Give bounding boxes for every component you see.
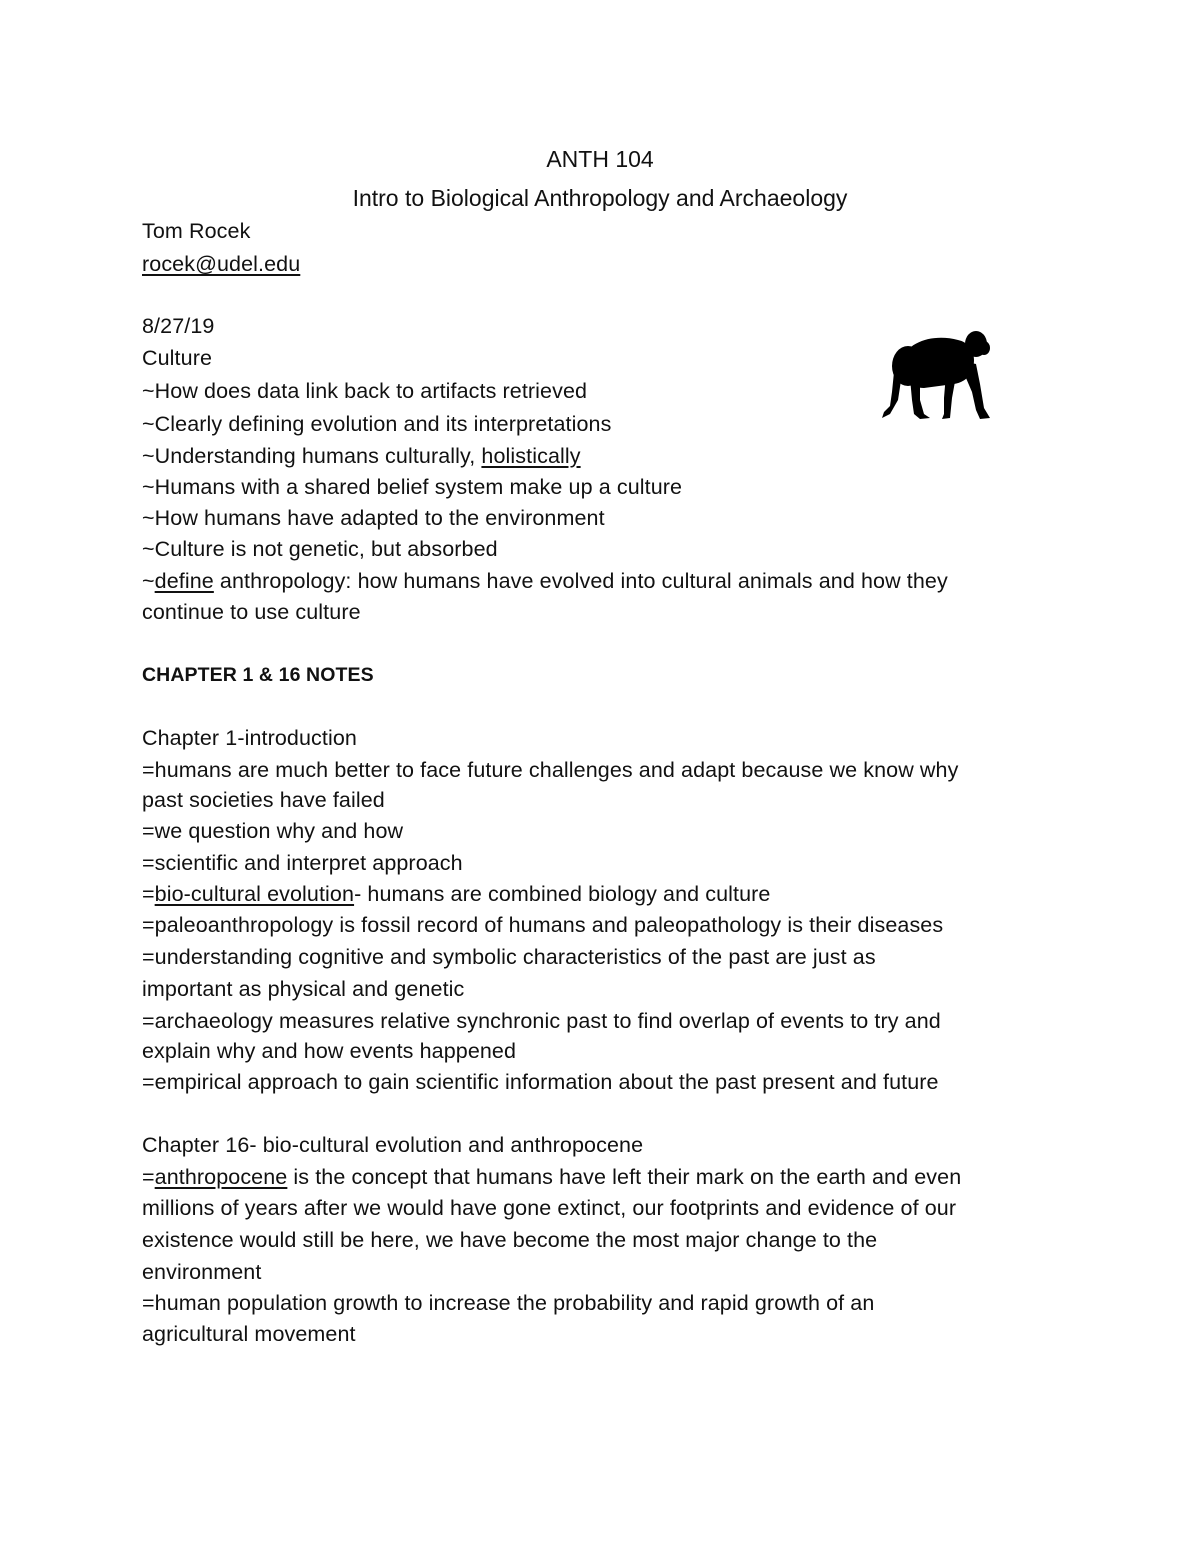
chapter-1-line: explain why and how events happened bbox=[142, 1039, 517, 1063]
underlined-term: bio-cultural evolution bbox=[154, 882, 355, 906]
instructor-name: Tom Rocek bbox=[142, 219, 251, 243]
note-line: ~Clearly defining evolution and its interpretations bbox=[142, 412, 612, 436]
chapter-1-line bbox=[142, 879, 770, 909]
note-text: - humans are combined biology and culture bbox=[354, 882, 771, 906]
note-text: = bbox=[142, 1165, 155, 1189]
chapter-1-line: =understanding cognitive and symbolic characteristics of the past are just as bbox=[142, 945, 876, 969]
note-text: = bbox=[142, 882, 155, 906]
note-text: ~Understanding humans culturally, bbox=[142, 444, 482, 468]
chapter-1-line: important as physical and genetic bbox=[142, 977, 465, 1001]
note-line: ~Culture is not genetic, but absorbed bbox=[142, 537, 498, 561]
note-line: continue to use culture bbox=[142, 600, 361, 624]
note-line: ~Humans with a shared belief system make up a culture bbox=[142, 475, 683, 499]
chapter-1-line: past societies have failed bbox=[142, 788, 385, 812]
chapter-16-line: millions of years after we would have gone extinct, our footprints and evidence of our bbox=[142, 1196, 957, 1220]
chapter-16-line: existence would still be here, we have become the most major change to the bbox=[142, 1228, 878, 1252]
instructor-email-link[interactable]: rocek@udel.edu bbox=[142, 252, 301, 276]
course-title: Intro to Biological Anthropology and Archaeology bbox=[352, 185, 848, 211]
chimpanzee-silhouette-icon bbox=[880, 322, 992, 422]
chapter-1-line: =archaeology measures relative synchronic past to find overlap of events to try and bbox=[142, 1009, 941, 1033]
session-date: 8/27/19 bbox=[142, 314, 215, 338]
chapter-16-line bbox=[142, 1162, 961, 1192]
underlined-term: define bbox=[154, 569, 214, 593]
note-line bbox=[142, 566, 948, 596]
section-heading: CHAPTER 1 & 16 NOTES bbox=[142, 664, 374, 686]
chapter-16-title: Chapter 16- bio-cultural evolution and anthropocene bbox=[142, 1133, 644, 1157]
chapter-1-line: =empirical approach to gain scientific information about the past present and future bbox=[142, 1070, 939, 1094]
chapter-1-line: =paleoanthropology is fossil record of humans and paleopathology is their diseases bbox=[142, 913, 944, 937]
note-text: ~ bbox=[142, 569, 155, 593]
chapter-1-line: =we question why and how bbox=[142, 819, 404, 843]
chapter-1-title: Chapter 1-introduction bbox=[142, 726, 357, 750]
note-line: ~How humans have adapted to the environment bbox=[142, 506, 605, 530]
session-topic: Culture bbox=[142, 346, 213, 370]
chapter-1-line: =scientific and interpret approach bbox=[142, 851, 463, 875]
chapter-16-line: =human population growth to increase the probability and rapid growth of an bbox=[142, 1291, 875, 1315]
note-text: anthropology: how humans have evolved into cultural animals and how they bbox=[213, 569, 948, 593]
note-text: is the concept that humans have left their mark on the earth and even bbox=[287, 1165, 962, 1189]
chapter-1-line: =humans are much better to face future challenges and adapt because we know why bbox=[142, 758, 959, 782]
chapter-16-line: environment bbox=[142, 1260, 262, 1284]
underlined-term: holistically bbox=[481, 444, 581, 468]
note-line: ~How does data link back to artifacts retrieved bbox=[142, 379, 588, 403]
chapter-16-line: agricultural movement bbox=[142, 1322, 356, 1346]
course-code: ANTH 104 bbox=[546, 146, 654, 172]
underlined-term: anthropocene bbox=[154, 1165, 288, 1189]
note-line bbox=[142, 441, 581, 471]
